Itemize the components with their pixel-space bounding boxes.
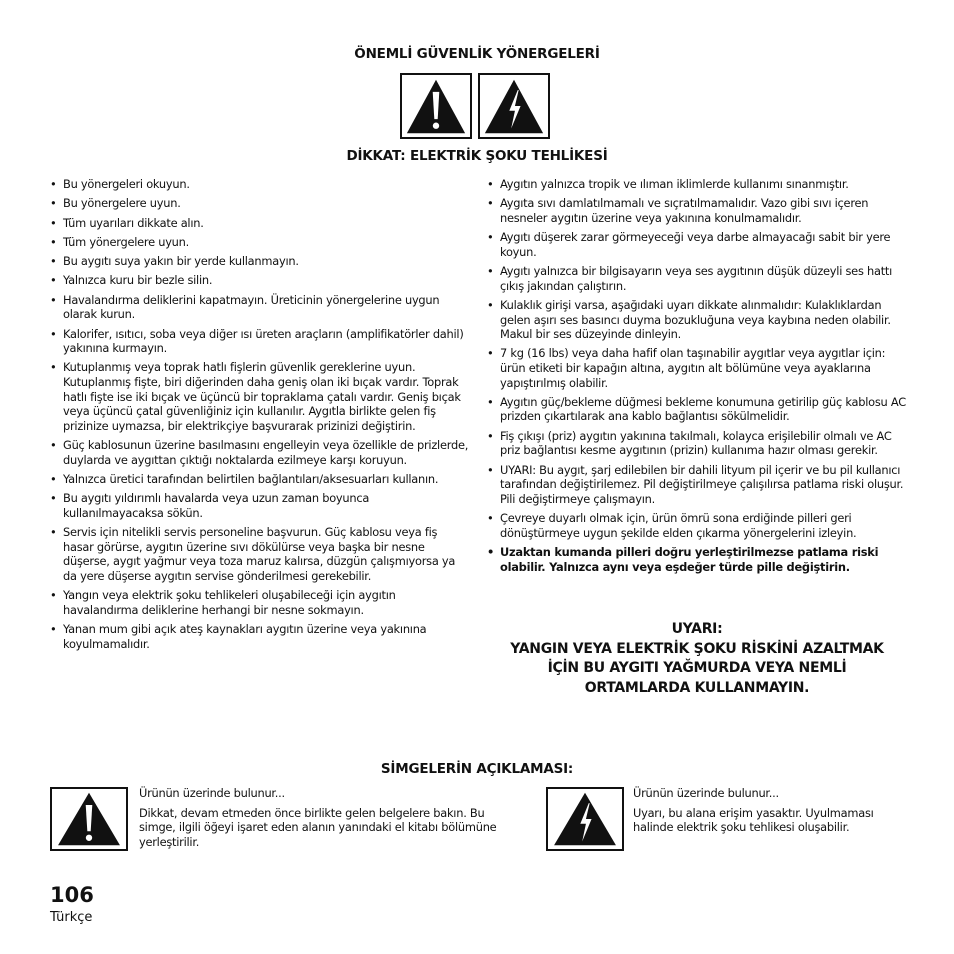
list-item: • Çevreye duyarlı olmak için, ürün ömrü sona erdiğinde pilleri geri dönüştürmeye uygun şekilde elden çıkarma yönergelerini izleyin. [487, 511, 857, 540]
list-item: • Yanan mum gibi açık ateş kaynakları aygıtın üzerine veya yakınına koyulmamalıdır. [50, 622, 427, 651]
list-item: • Aygıtı yalnızca bir bilgisayarın veya ses aygıtının düşük düzeyli ses hattı çıkış jakından çalıştırın. [487, 264, 893, 293]
list-item: • 7 kg (16 lbs) veya daha hafif olan taşınabilir aygıtlar veya aygıtlar için: ürün etiketi bir kapağın altına, aygıtın alt bölümüne veya ayaklarına yapıştırılmış olabilir. [487, 346, 886, 390]
page-language: Türkçe [50, 910, 93, 925]
warning-heading: UYARI: [671, 621, 723, 637]
list-item: • Bu aygıtı suya yakın bir yerde kullanmayın. [50, 254, 299, 269]
list-item: • Aygıtın güç/bekleme düğmesi bekleme konumuna getirilip güç kablosu AC prizden çıkartılarak ana kablo bağlantısı sökülmelidir. [487, 394, 906, 424]
symbol-intro: Ürünün üzerinde bulunur... [139, 786, 285, 800]
warning-line: İÇİN BU AYGITI YAĞMURDA VEYA NEMLİ [547, 660, 847, 676]
page-number: 106 [50, 883, 94, 907]
list-item: • Tüm yönergelere uyun. [50, 234, 189, 249]
symbol-description-right [633, 786, 913, 840]
symbol-text: Dikkat, devam etmeden önce birlikte gelen belgelere bakın. Bu simge, ilgili öğeyi işaret eden alanın yanındaki el kitabı bölümüne yerleştirilir. [139, 805, 497, 849]
header-icons [400, 73, 552, 139]
list-item: • Bu aygıtı yıldırımlı havalarda veya uzun zaman boyunca kullanılmayacaksa sökün. [50, 491, 370, 520]
symbol-text: Uyarı, bu alana erişim yasaktır. Uyulmaması halinde elektrik şoku tehlikesi oluşabilir. [633, 805, 874, 835]
warning-line: ORTAMLARDA KULLANMAYIN. [584, 679, 810, 696]
right-instruction-list [487, 177, 909, 579]
lightning-warning-icon [478, 73, 550, 139]
list-item: • Aygıta sıvı damlatılmamalı ve sıçratılmamalıdır. Vazo gibi sıvı içeren nesneler aygıtın üzerine veya yakınına konulmamalıdır. [487, 196, 869, 225]
symbol-description-left [139, 786, 499, 854]
list-item: • Yangın veya elektrik şoku tehlikeleri oluşabileceği için aygıtın havalandırma deliklerine herhangi bir nesne sokmayın. [50, 588, 396, 617]
page-title: ÖNEMLİ GÜVENLİK YÖNERGELERİ [354, 46, 600, 62]
list-item: • Güç kablosunun üzerine basılmasını engelleyin veya özellikle de prizlerde, duylarda ve aygıttan çıktığı noktalarda ezilmeye karşı koruyun. [50, 438, 469, 467]
list-item: • UYARI: Bu aygıt, şarj edilebilen bir dahili lityum pil içerir ve bu pil kullanıcı tarafından değiştirilemez. Pil değiştirilmeye çalışılırsa patlama riski oluşur. Pili değiştirmeye çalışmayın. [487, 462, 904, 506]
list-item: • Havalandırma deliklerini kapatmayın. Üreticinin yönergelerine uygun olarak kurun. [50, 292, 440, 322]
list-item: • Yalnızca üretici tarafından belirtilen bağlantıları/aksesuarları kullanın. [50, 471, 439, 486]
list-item: • Fiş çıkışı (priz) aygıtın yakınına takılmalı, kolayca erişilebilir olmalı ve AC priz bağlantısı kesme aygıtının (prizin) kullanıma hazır olması gerekir. [487, 428, 892, 458]
list-item: • Kalorifer, ısıtıcı, soba veya diğer ısı üreten araçların (amplifikatörler dahil) yakınına kurmayın. [50, 326, 464, 356]
list-item-emphasis: • Uzaktan kumanda pilleri doğru yerleştirilmezse patlama riski olabilir. Yalnızca aynı veya eşdeğer türde pille değiştirin. [487, 544, 879, 574]
danger-title: DİKKAT: ELEKTRİK ŞOKU TEHLİKESİ [346, 148, 608, 164]
lightning-warning-icon [546, 787, 624, 851]
left-instruction-list [50, 177, 470, 656]
symbols-title: SİMGELERİN AÇIKLAMASI: [380, 761, 574, 777]
symbol-intro: Ürünün üzerinde bulunur... [633, 786, 779, 800]
list-item: • Bu yönergeleri okuyun. [50, 177, 190, 191]
list-item: • Aygıtın yalnızca tropik ve ılıman iklimlerde kullanımı sınanmıştır. [487, 177, 849, 191]
list-item: • Kutuplanmış veya toprak hatlı fişlerin güvenlik gereklerine uyun. Kutuplanmış fişte, biri diğerinden daha geniş olan iki bıçak vardır. Toprak hatlı fişte ise iki bıçak ve üçüncü bir topraklama çatalı vardır. Geniş bıçak veya üçüncü çatal güvenliğiniz için kullanılır. Aygıtla birlikte gelen fiş prizinize uymazsa, bir elektrikçiye başvurarak prizinizi değiştirin. [50, 360, 461, 433]
list-item: • Aygıtı düşerek zarar görmeyeceği veya darbe almayacağı sabit bir yere koyun. [487, 230, 891, 259]
list-item: • Yalnızca kuru bir bezle silin. [50, 273, 213, 288]
list-item: • Servis için nitelikli servis personeline başvurun. Güç kablosu veya fiş hasar görürse, aygıtın üzerine sıvı dökülürse veya başka bir nesne düşerse, aygıt yağmur veya toza maruz kalırsa, düzgün çalışmıyorsa ya da yere düşerse aygıtın servise gönderilmesi gerekebilir. [50, 525, 456, 583]
exclamation-warning-icon [50, 787, 128, 851]
list-item: • Tüm uyarıları dikkate alın. [50, 215, 204, 230]
list-item: • Kulaklık girişi varsa, aşağıdaki uyarı dikkate alınmalıdır: Kulaklıklardan gelen aşırı ses basıncı duyma bozukluğuna veya kaybına neden olabilir. Makul bir ses düzeyinde dinleyin. [487, 297, 891, 342]
warning-line: YANGIN VEYA ELEKTRİK ŞOKU RİSKİNİ AZALTMAK [510, 640, 884, 657]
warning-block [487, 620, 907, 698]
list-item: • Bu yönergelere uyun. [50, 196, 181, 211]
exclamation-warning-icon [400, 73, 472, 139]
